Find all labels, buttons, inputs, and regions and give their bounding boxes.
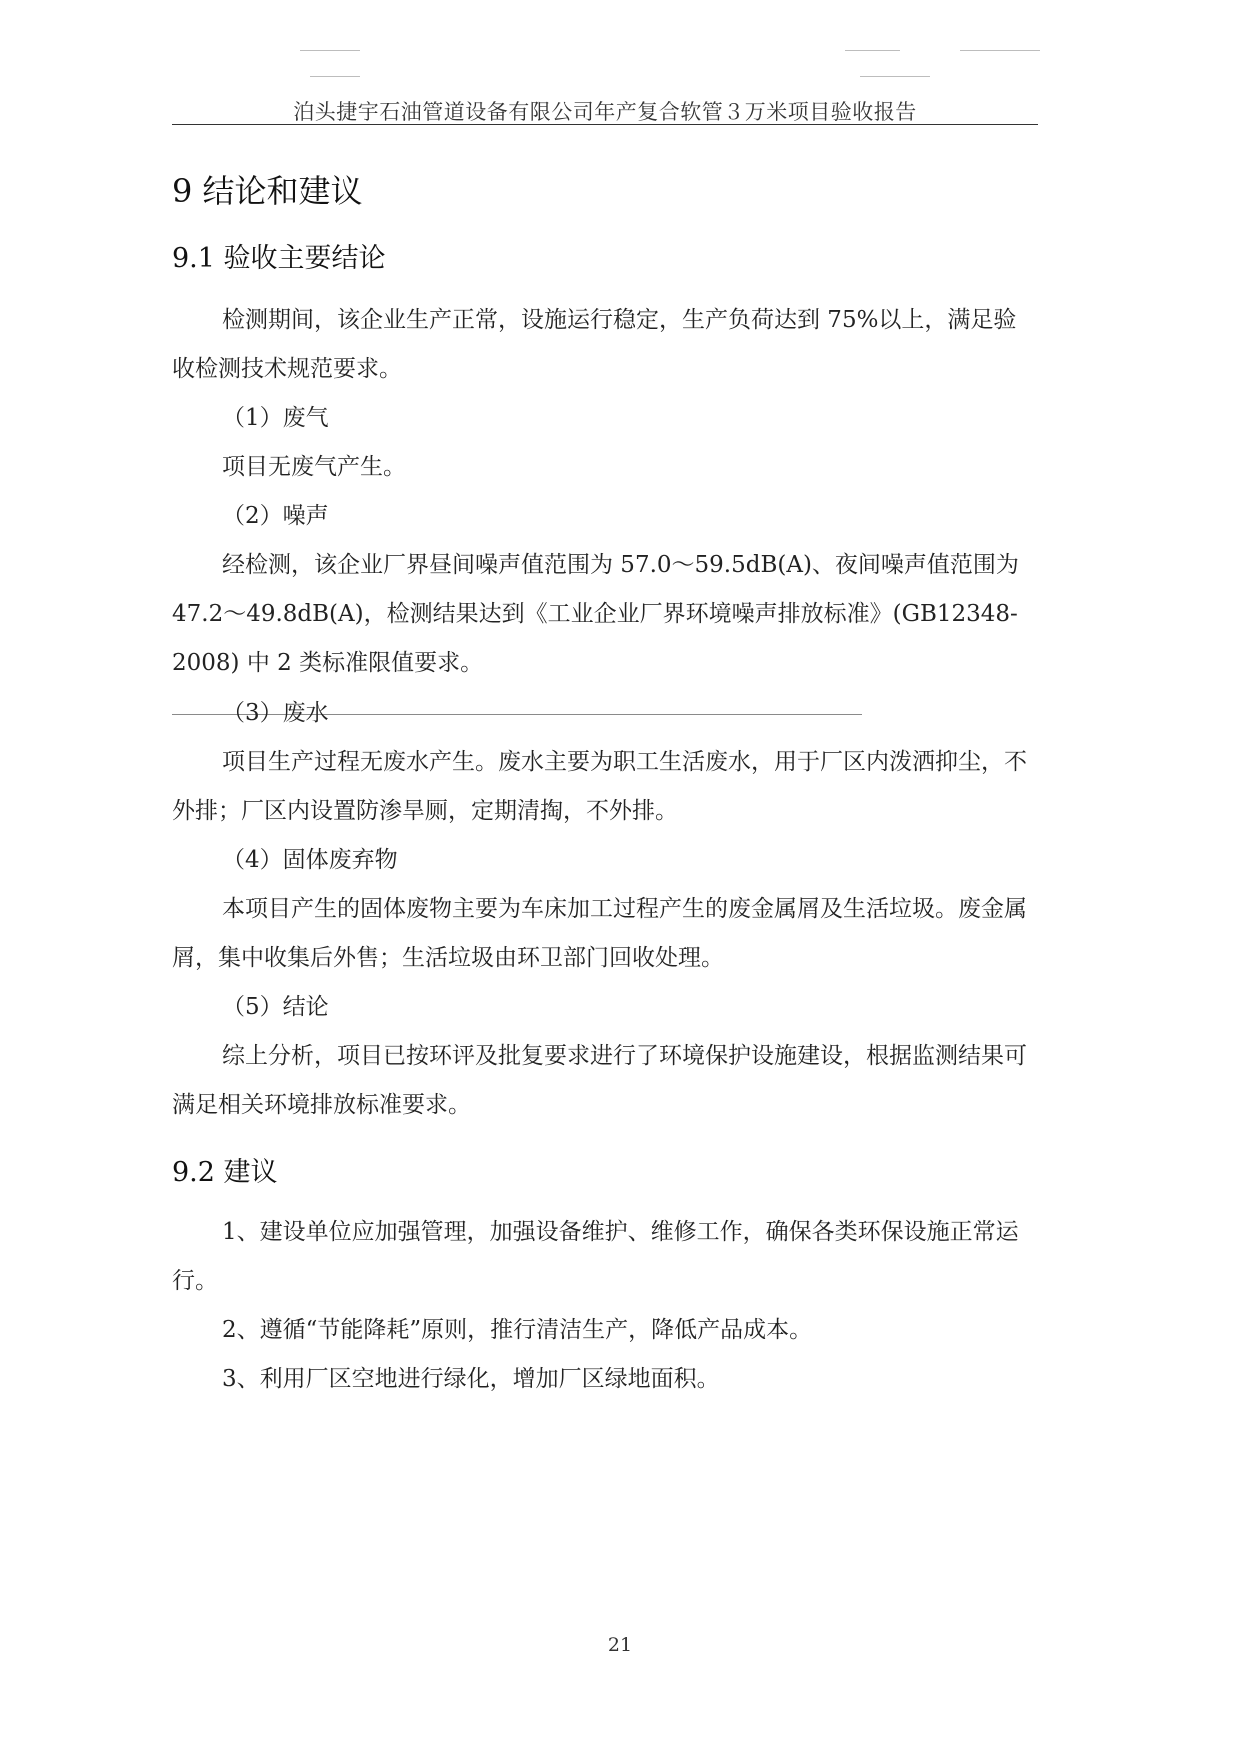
suggestion-item: 3、利用厂区空地进行绿化，增加厂区绿地面积。: [222, 1366, 720, 1392]
item-text-noise: 经检测，该企业厂界昼间噪声值范围为 57.0～59.5dB(A)、夜间噪声值范围为 47.2～49.8dB(A)，检测结果达到《工业企业厂界环境噪声排放标准》(GB12348-2008) 中 2 类标准限值要求。: [172, 552, 1019, 676]
item-label-conclusion: （5）结论: [222, 994, 329, 1020]
running-header: 泊头捷宇石油管道设备有限公司年产复合软管３万米项目验收报告: [293, 100, 917, 124]
item-text-waste-gas: 项目无废气产生。: [222, 454, 406, 480]
page-number: 21: [607, 1634, 633, 1656]
item-label-waste-gas: （1）废气: [222, 405, 329, 431]
scan-artifact: [300, 50, 360, 51]
scan-artifact: [960, 50, 1040, 51]
item-label-noise: （2）噪声: [222, 503, 329, 529]
item-label-waste-water: （3）废水: [222, 700, 329, 726]
item-text-waste-water: 项目生产过程无废水产生。废水主要为职工生活废水，用于厂区内泼洒抑尘，不外排；厂区内设置防渗旱厕，定期清掏，不外排。: [172, 749, 1027, 824]
section-heading-9-1: 9.1 验收主要结论: [172, 243, 386, 274]
item-label-solid-waste: （4）固体废弃物: [222, 847, 398, 873]
suggestion-item: 2、遵循“节能降耗”原则，推行清洁生产，降低产品成本。: [222, 1317, 813, 1343]
section-intro: 检测期间，该企业生产正常，设施运行稳定，生产负荷达到 75%以上，满足验收检测技术规范要求。: [172, 307, 1017, 382]
chapter-heading: 9 结论和建议: [172, 172, 363, 210]
item-text-conclusion: 综上分析，项目已按环评及批复要求进行了环境保护设施建设，根据监测结果可满足相关环境排放标准要求。: [172, 1043, 1027, 1118]
section-heading-9-2: 9.2 建议: [172, 1157, 278, 1188]
item-text-solid-waste: 本项目产生的固体废物主要为车床加工过程产生的废金属屑及生活垃圾。废金属屑，集中收集后外售；生活垃圾由环卫部门回收处理。: [172, 896, 1027, 971]
header-rule: [172, 124, 1038, 125]
scan-artifact: [860, 76, 930, 77]
scan-artifact: [310, 76, 360, 77]
suggestion-item: 1、建设单位应加强管理，加强设备维护、维修工作，确保各类环保设施正常运行。: [172, 1219, 1019, 1294]
scan-artifact: [845, 50, 900, 51]
